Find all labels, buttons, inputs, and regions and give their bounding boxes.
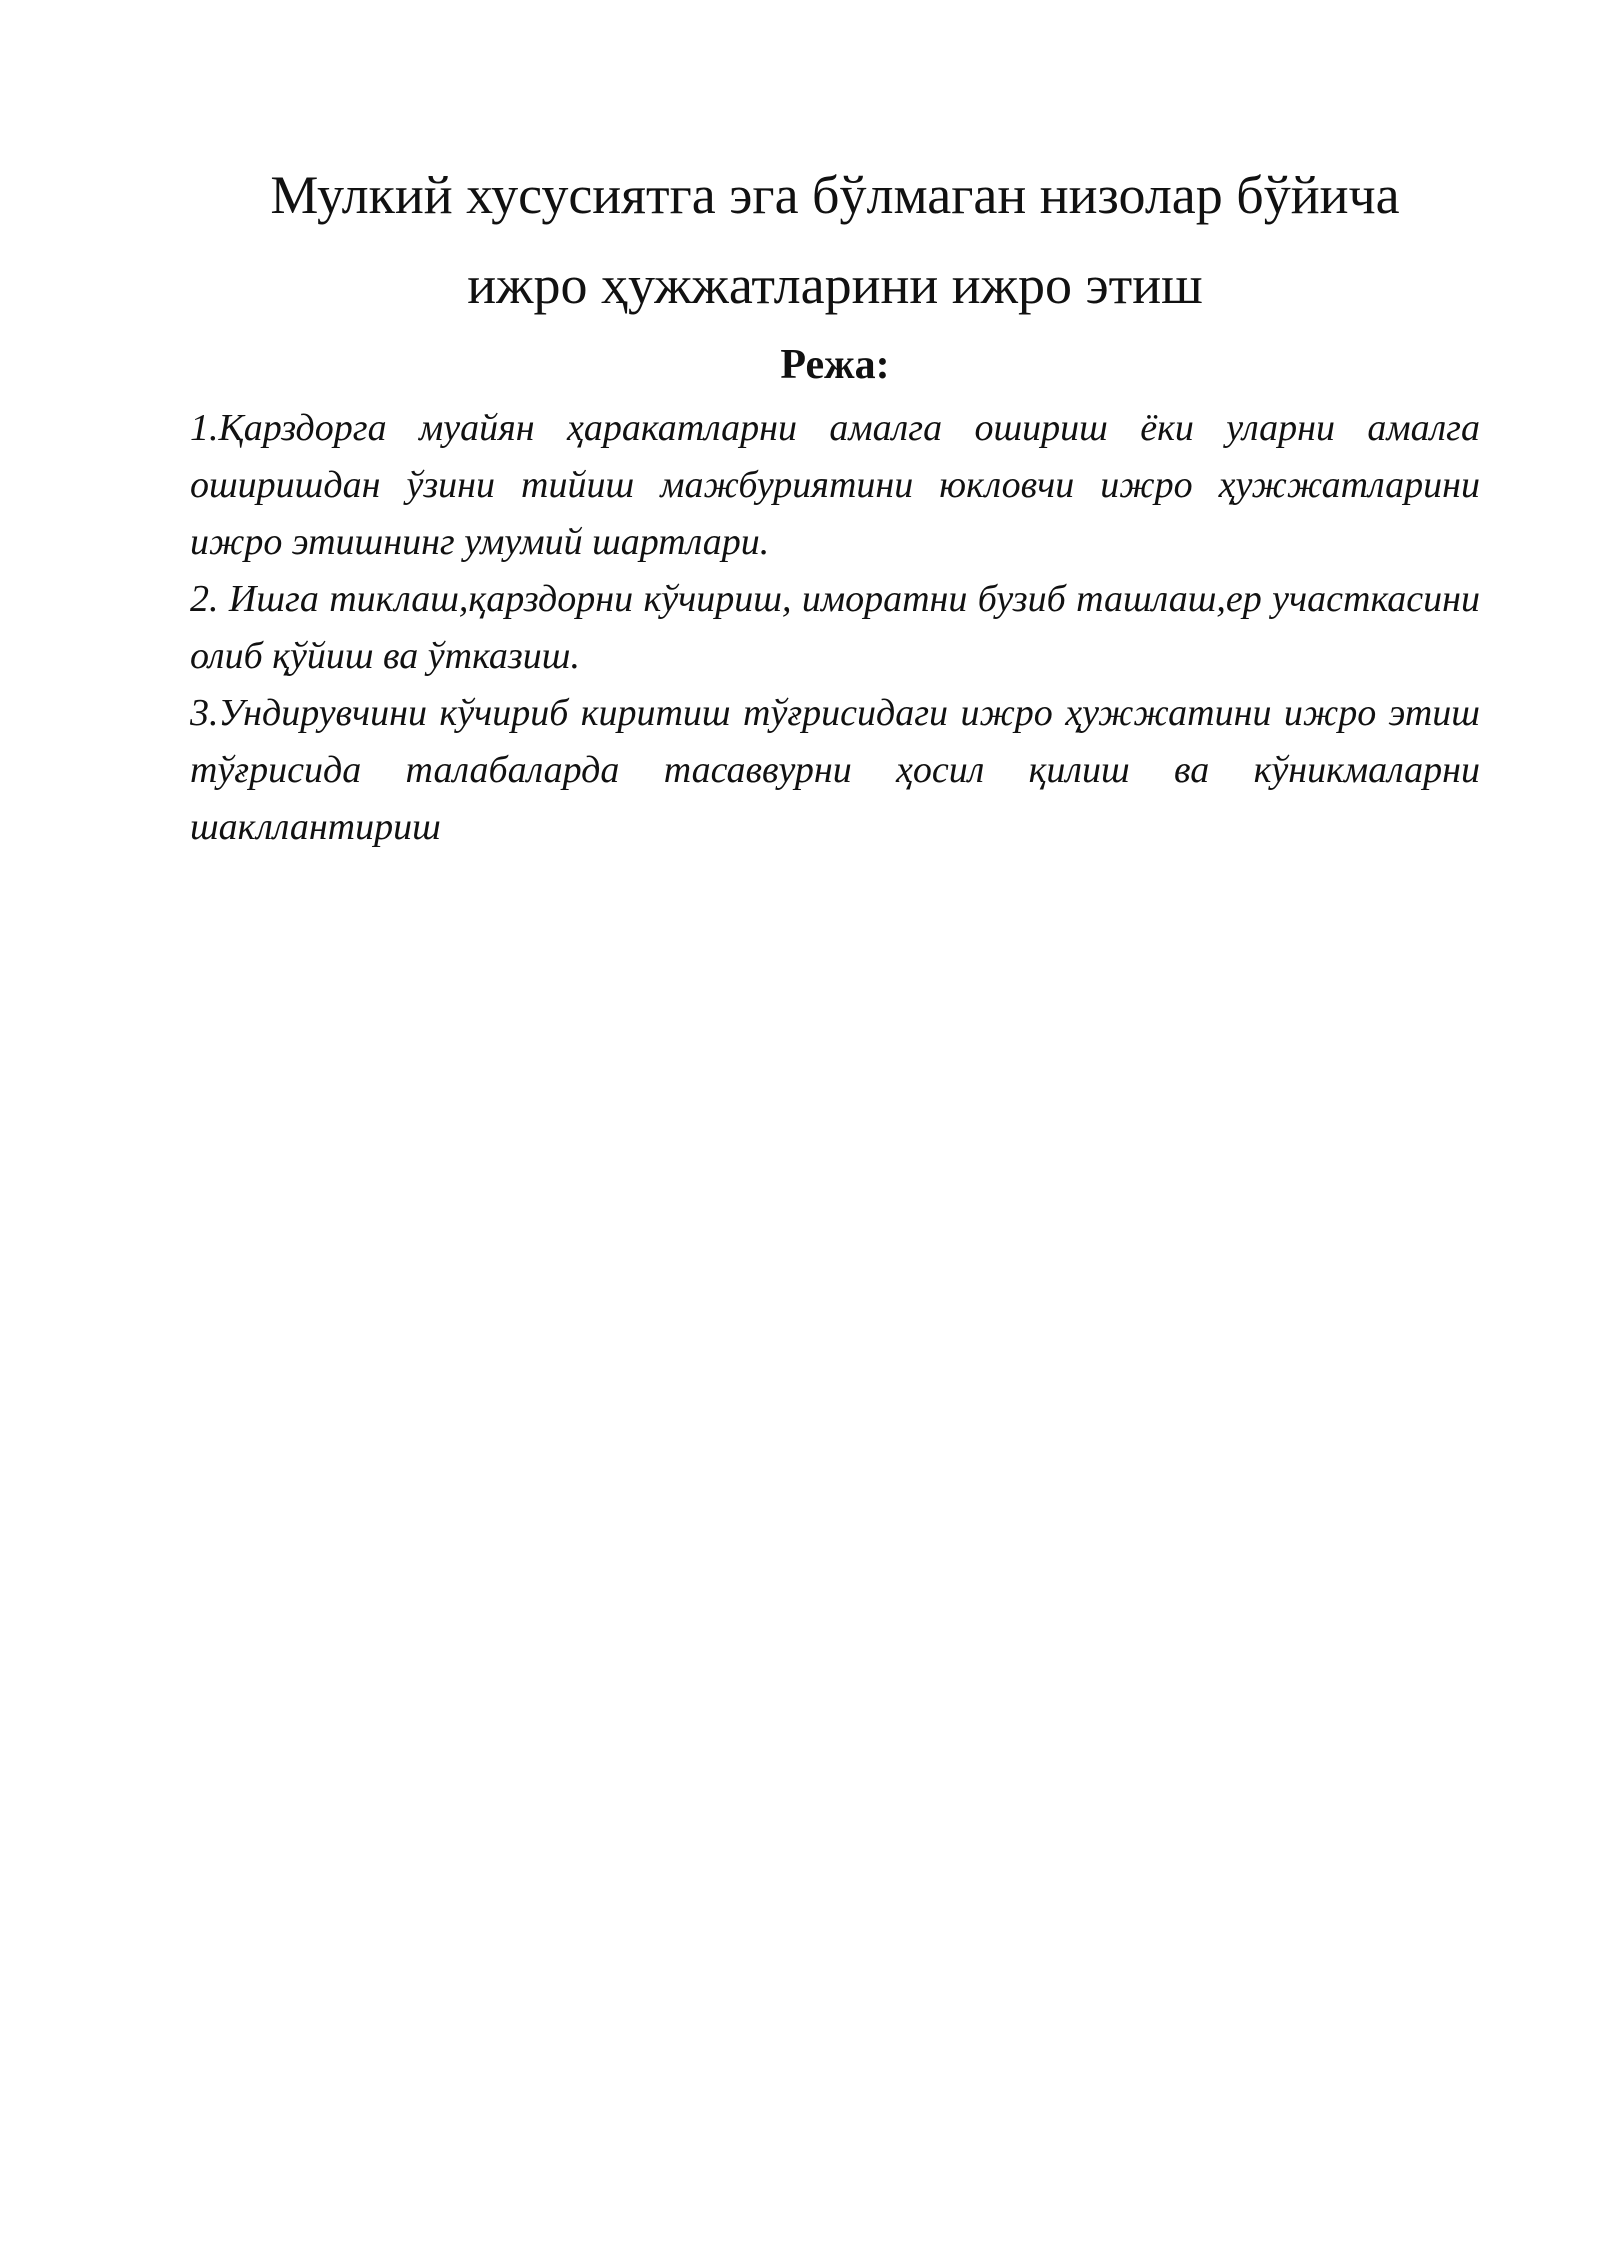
plan-item-1: 1.Қарздорга муайян ҳаракатларни амалга ошириш ёки уларни амалга оширишдан ўзини тийиш мажбуриятини юкловчи ижро ҳужжатларини ижро этишнинг умумий шартлари. xyxy=(190,407,1480,563)
document-title-line-2: ижро ҳужжатларини ижро этиш xyxy=(467,255,1203,315)
plan-item-3: 3.Ундирувчини кўчириб киритиш тўғрисидаги ижро ҳужжатини ижро этиш тўғрисида талабаларда тасаввурни ҳосил қилиш ва кўникмаларни шакллантириш xyxy=(190,692,1480,848)
plan-item-2: 2. Ишга тиклаш,қарздорни кўчириш, иморатни бузиб ташлаш,ер участкасини олиб қўйиш ва ўтказиш. xyxy=(190,578,1480,677)
document-title-line-1: Мулкий хусусиятга эга бўлмаган низолар бўйича xyxy=(270,165,1400,225)
plan-heading: Режа: xyxy=(780,342,890,388)
document-title xyxy=(190,150,1480,330)
document-content xyxy=(190,150,1480,856)
